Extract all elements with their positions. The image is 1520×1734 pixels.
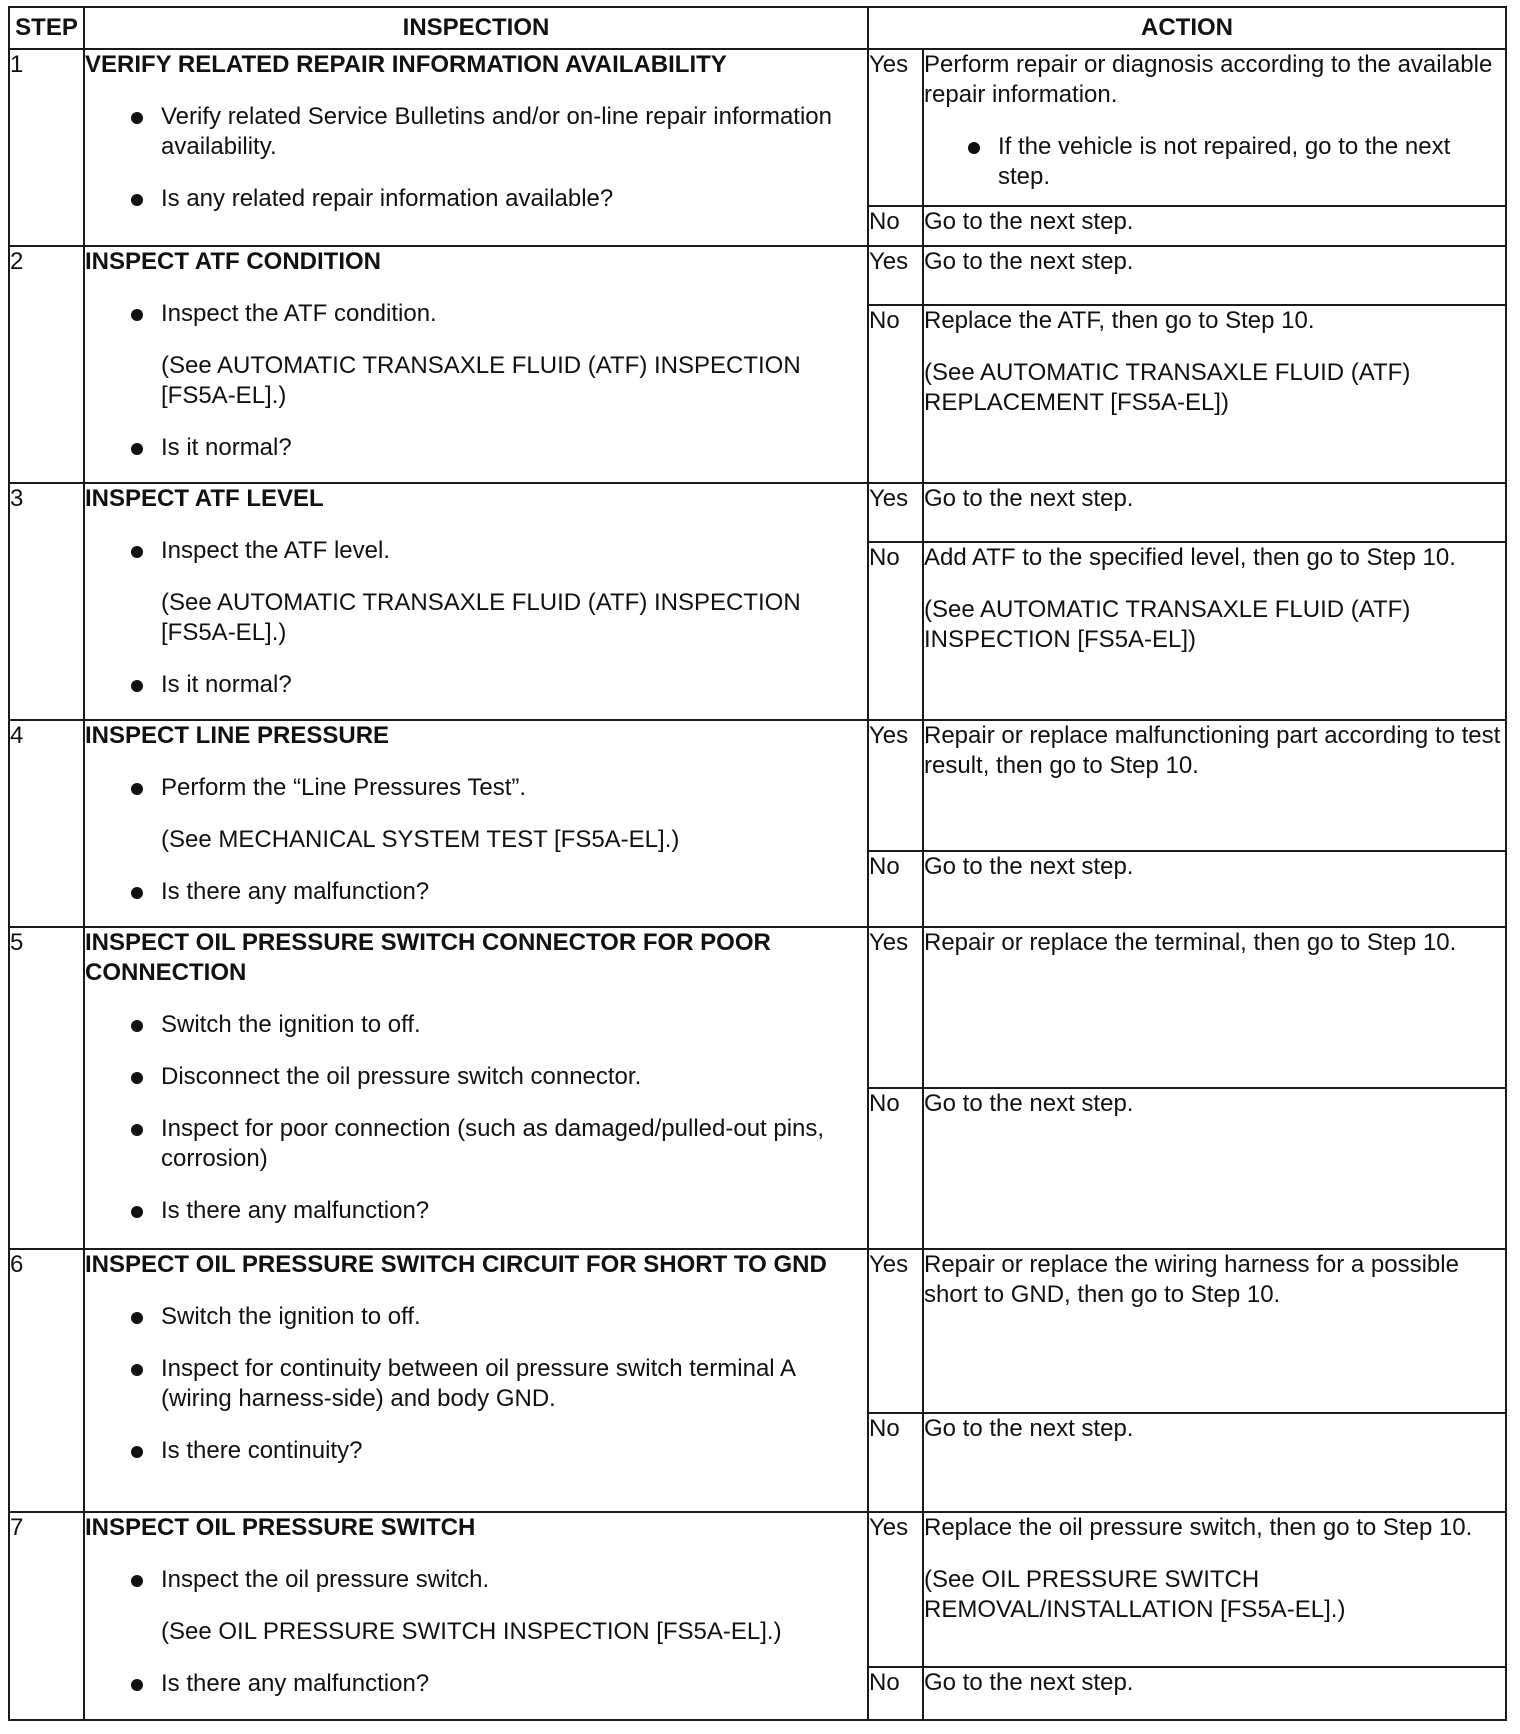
step-title: INSPECT ATF CONDITION xyxy=(85,248,381,275)
header-row xyxy=(9,7,1506,49)
inspection-item xyxy=(85,1062,867,1092)
bullet-icon xyxy=(131,1072,143,1084)
yes-action xyxy=(923,49,1506,206)
step-6-yes-row xyxy=(9,1249,1506,1413)
step-number: 3 xyxy=(9,483,84,720)
bullet-icon xyxy=(131,1124,143,1136)
bullet-icon xyxy=(131,546,143,558)
step-title: INSPECT ATF LEVEL xyxy=(85,485,324,512)
inspection-item xyxy=(85,670,867,700)
step-1-yes-row xyxy=(9,49,1506,206)
inspection-item xyxy=(85,1196,867,1226)
step-inspection xyxy=(84,246,868,483)
no-label: No xyxy=(868,851,923,927)
header-step: STEP xyxy=(9,7,84,49)
yes-label: Yes xyxy=(868,483,923,542)
inspection-item xyxy=(85,1114,867,1174)
yes-label: Yes xyxy=(868,1512,923,1667)
action-item xyxy=(924,132,1505,192)
step-title: INSPECT LINE PRESSURE xyxy=(85,722,390,749)
yes-action xyxy=(923,927,1506,1088)
item-text: Disconnect the oil pressure switch connector. xyxy=(161,1063,642,1090)
step-title: VERIFY RELATED REPAIR INFORMATION AVAILABILITY xyxy=(85,51,727,78)
reference-note: (See OIL PRESSURE SWITCH INSPECTION [FS5A-EL].) xyxy=(161,1618,782,1645)
yes-label: Yes xyxy=(868,720,923,851)
diagnostic-table xyxy=(8,6,1507,1721)
yes-action xyxy=(923,720,1506,851)
item-text: Perform the “Line Pressures Test”. xyxy=(161,774,527,801)
action-text: Repair or replace the wiring harness for a possible short to GND, then go to Step 10. xyxy=(924,1251,1459,1308)
action-text: Go to the next step. xyxy=(924,1669,1134,1696)
step-inspection xyxy=(84,927,868,1249)
yes-label: Yes xyxy=(868,1249,923,1413)
item-text: Switch the ignition to off. xyxy=(161,1303,421,1330)
no-action xyxy=(923,1667,1506,1720)
reference-note: (See AUTOMATIC TRANSAXLE FLUID (ATF) INSPECTION [FS5A-EL].) xyxy=(161,352,801,409)
no-action xyxy=(923,542,1506,720)
item-text: Inspect for continuity between oil pressure switch terminal A (wiring harness-side) and body GND. xyxy=(161,1355,795,1412)
item-text: Is there any malfunction? xyxy=(161,1197,430,1224)
no-label: No xyxy=(868,542,923,720)
action-text: Go to the next step. xyxy=(924,1090,1134,1117)
item-text: Is it normal? xyxy=(161,671,292,698)
item-text: Is it normal? xyxy=(161,434,292,461)
header-action: ACTION xyxy=(868,7,1506,49)
step-number: 2 xyxy=(9,246,84,483)
item-text: Inspect the ATF level. xyxy=(161,537,390,564)
item-text: Inspect for poor connection (such as damaged/pulled-out pins, corrosion) xyxy=(161,1115,825,1172)
bullet-icon xyxy=(131,1206,143,1218)
bullet-icon xyxy=(131,1312,143,1324)
step-title: INSPECT OIL PRESSURE SWITCH CONNECTOR FOR POOR CONNECTION xyxy=(85,929,771,986)
item-text: Is there any malfunction? xyxy=(161,1670,430,1697)
step-inspection xyxy=(84,1249,868,1512)
bullet-icon xyxy=(131,1679,143,1691)
item-text: Inspect the ATF condition. xyxy=(161,300,437,327)
bullet-icon xyxy=(131,783,143,795)
no-label: No xyxy=(868,1088,923,1249)
step-number: 4 xyxy=(9,720,84,927)
action-text: Replace the oil pressure switch, then go to Step 10. xyxy=(924,1514,1473,1541)
yes-action xyxy=(923,483,1506,542)
inspection-item xyxy=(85,536,867,566)
step-title: INSPECT OIL PRESSURE SWITCH CIRCUIT FOR SHORT TO GND xyxy=(85,1251,827,1278)
bullet-icon xyxy=(131,1364,143,1376)
reference-note: (See MECHANICAL SYSTEM TEST [FS5A-EL].) xyxy=(161,826,680,853)
inspection-item xyxy=(85,773,867,803)
bullet-icon xyxy=(968,142,980,154)
bullet-icon xyxy=(131,1446,143,1458)
inspection-item xyxy=(85,1565,867,1595)
yes-label: Yes xyxy=(868,927,923,1088)
no-label: No xyxy=(868,305,923,483)
action-text: Go to the next step. xyxy=(924,485,1134,512)
yes-action xyxy=(923,246,1506,305)
no-label: No xyxy=(868,206,923,246)
bullet-icon xyxy=(131,112,143,124)
inspection-item xyxy=(85,1669,867,1699)
yes-label: Yes xyxy=(868,49,923,206)
inspection-item xyxy=(85,299,867,329)
step-inspection xyxy=(84,483,868,720)
action-text: Go to the next step. xyxy=(924,248,1134,275)
header-inspection: INSPECTION xyxy=(84,7,868,49)
item-text: Verify related Service Bulletins and/or on-line repair information availability. xyxy=(161,103,833,160)
no-label: No xyxy=(868,1413,923,1512)
yes-action xyxy=(923,1249,1506,1413)
bullet-icon xyxy=(131,194,143,206)
bullet-icon xyxy=(131,1020,143,1032)
no-action xyxy=(923,206,1506,246)
bullet-icon xyxy=(131,680,143,692)
reference-note: (See AUTOMATIC TRANSAXLE FLUID (ATF) REPLACEMENT [FS5A-EL]) xyxy=(924,359,1411,416)
inspection-item xyxy=(85,1354,867,1414)
no-action xyxy=(923,851,1506,927)
action-text: Go to the next step. xyxy=(924,1415,1134,1442)
reference-note: (See AUTOMATIC TRANSAXLE FLUID (ATF) INSPECTION [FS5A-EL].) xyxy=(161,589,801,646)
step-number: 1 xyxy=(9,49,84,246)
action-text: Go to the next step. xyxy=(924,208,1134,235)
action-text: Repair or replace malfunctioning part according to test result, then go to Step 10. xyxy=(924,722,1501,779)
action-text: Go to the next step. xyxy=(924,853,1134,880)
diagnostic-procedure-page xyxy=(8,6,1505,1721)
no-label: No xyxy=(868,1667,923,1720)
bullet-icon xyxy=(131,1575,143,1587)
action-text: Repair or replace the terminal, then go to Step 10. xyxy=(924,929,1457,956)
no-action xyxy=(923,1088,1506,1249)
step-4-yes-row xyxy=(9,720,1506,851)
step-number: 7 xyxy=(9,1512,84,1720)
item-text: Is there continuity? xyxy=(161,1437,363,1464)
inspection-item xyxy=(85,1010,867,1040)
item-text: Is there any malfunction? xyxy=(161,878,430,905)
yes-label: Yes xyxy=(868,246,923,305)
reference-note: (See OIL PRESSURE SWITCH REMOVAL/INSTALLATION [FS5A-EL].) xyxy=(924,1566,1346,1623)
inspection-item xyxy=(85,877,867,907)
action-text: Perform repair or diagnosis according to the available repair information. xyxy=(924,51,1493,108)
item-text: Inspect the oil pressure switch. xyxy=(161,1566,490,1593)
step-inspection xyxy=(84,49,868,246)
step-inspection xyxy=(84,1512,868,1720)
item-text: Switch the ignition to off. xyxy=(161,1011,421,1038)
step-5-yes-row xyxy=(9,927,1506,1088)
action-text: Add ATF to the specified level, then go to Step 10. xyxy=(924,544,1456,571)
step-number: 6 xyxy=(9,1249,84,1512)
item-text: If the vehicle is not repaired, go to the next step. xyxy=(998,133,1451,190)
inspection-item xyxy=(85,1302,867,1332)
bullet-icon xyxy=(131,887,143,899)
no-action xyxy=(923,1413,1506,1512)
step-number: 5 xyxy=(9,927,84,1249)
item-text: Is any related repair information available? xyxy=(161,185,614,212)
inspection-item xyxy=(85,1436,867,1466)
bullet-icon xyxy=(131,309,143,321)
step-2-yes-row xyxy=(9,246,1506,305)
bullet-icon xyxy=(131,443,143,455)
yes-action xyxy=(923,1512,1506,1667)
step-title: INSPECT OIL PRESSURE SWITCH xyxy=(85,1514,476,1541)
inspection-item xyxy=(85,433,867,463)
inspection-item xyxy=(85,102,867,162)
step-7-yes-row xyxy=(9,1512,1506,1667)
inspection-item xyxy=(85,184,867,214)
no-action xyxy=(923,305,1506,483)
action-text: Replace the ATF, then go to Step 10. xyxy=(924,307,1315,334)
step-3-yes-row xyxy=(9,483,1506,542)
step-inspection xyxy=(84,720,868,927)
reference-note: (See AUTOMATIC TRANSAXLE FLUID (ATF) INSPECTION [FS5A-EL]) xyxy=(924,596,1411,653)
